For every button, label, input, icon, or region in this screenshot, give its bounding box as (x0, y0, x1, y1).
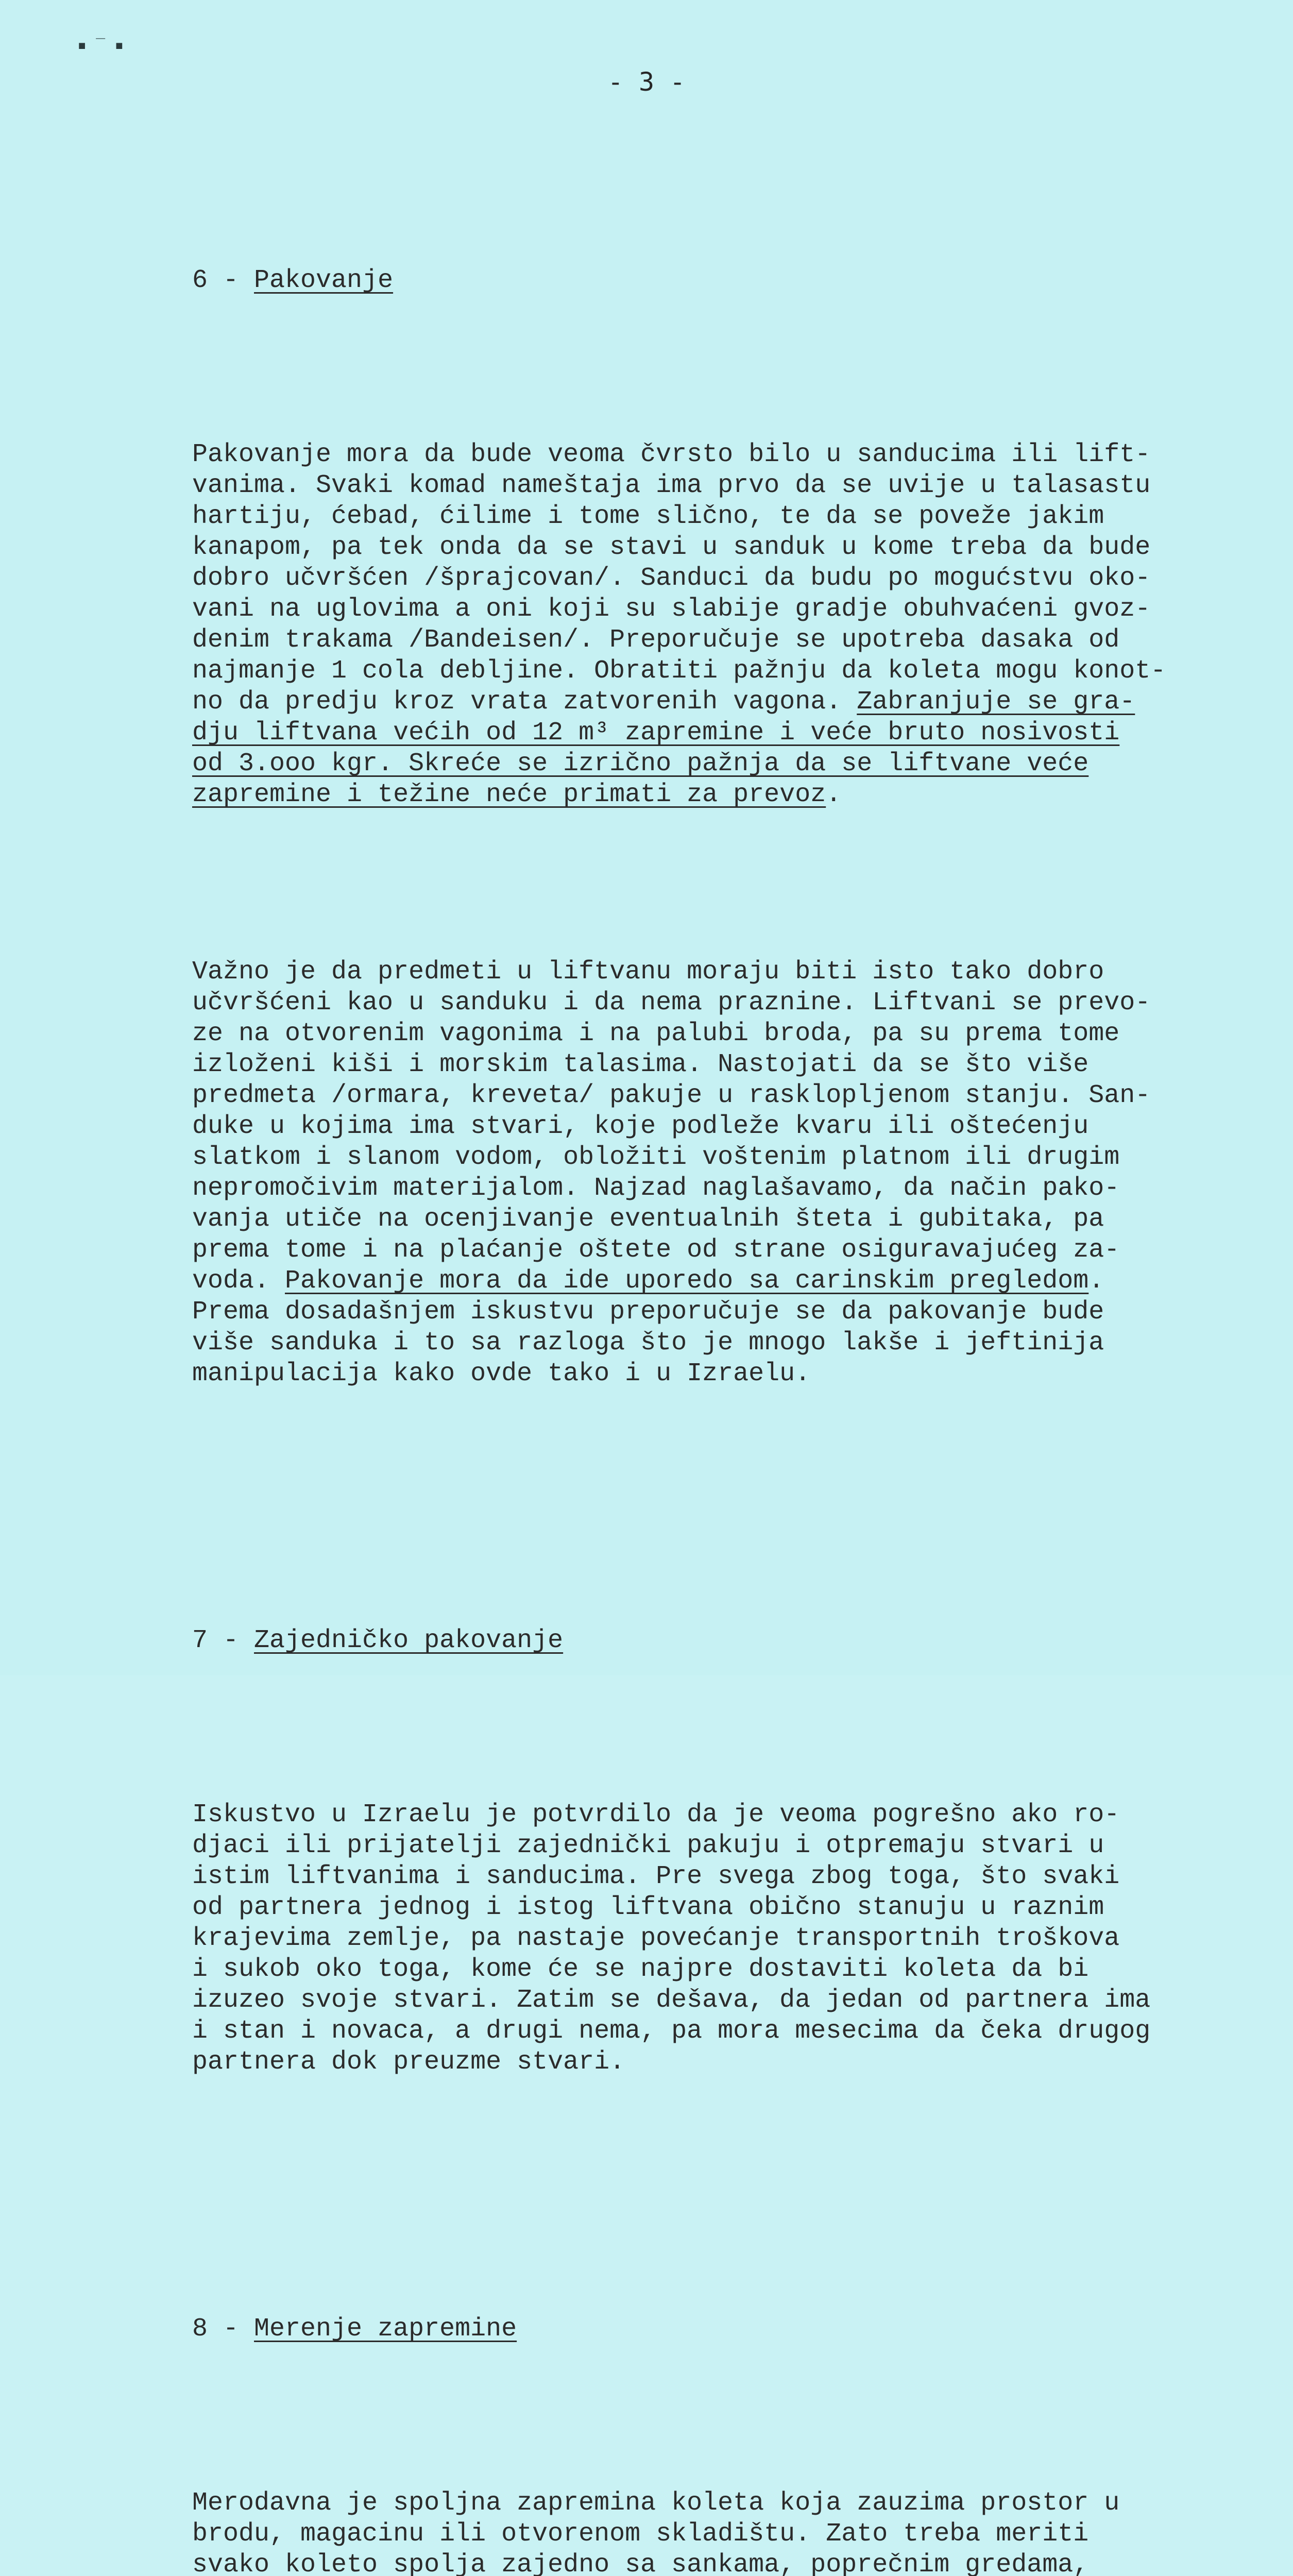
page-number: - 3 - (607, 67, 686, 97)
section-heading-7 (192, 1625, 1217, 1656)
text-line: no da predju kroz vrata zatvorenih vagona. (192, 687, 857, 717)
section-title: Pakovanje (254, 266, 394, 295)
section-title: Zajedničko pakovanje (254, 1626, 564, 1655)
text-line: Prema dosadašnjem iskustvu preporučuje se da pakovanje bude (192, 1297, 1104, 1327)
text-line: vani na uglovima a oni koji su slabije gradje obuhvaćeni gvoz- (192, 595, 1151, 624)
text-line: izuzeo svoje stvari. Zatim se dešava, da jedan od partnera ima (192, 1986, 1151, 2015)
section-number: 8 - (192, 2314, 254, 2344)
text-line: od partnera jednog i istog liftvana obično stanuju u raznim (192, 1893, 1104, 1922)
section-heading-6 (192, 265, 1217, 296)
text-line: više sanduka i to sa razloga što je mnogo lakše i jeftinija (192, 1328, 1104, 1358)
text-line: djaci ili prijatelji zajednički pakuju i otpremaju stvari u (192, 1831, 1104, 1860)
text-line: dobro učvršćen /šprajcovan/. Sanduci da budu po mogućstvu oko- (192, 564, 1151, 593)
text-line: brodu, magacinu ili otvorenom skladištu. Zato treba meriti (192, 2519, 1089, 2549)
text-line: učvršćeni kao u sanduku i da nema praznine. Liftvani se prevo- (192, 988, 1151, 1018)
underlined-text: zapremine i težine neće primati za prevoz (192, 780, 826, 809)
text-line: voda. (192, 1266, 285, 1296)
text-line: prema tome i na plaćanje oštete od strane osiguravajućeg za- (192, 1235, 1120, 1265)
text-line: kanapom, pa tek onda da se stavi u sanduk u kome treba da bude (192, 533, 1151, 562)
text-line: vanima. Svaki komad nameštaja ima prvo da se uvije u talasastu (192, 471, 1151, 500)
text-line: svako koleto spolja zajedno sa sankama, poprečnim gredama, (192, 2550, 1089, 2576)
text-line: nepromočivim materijalom. Najzad naglašavamo, da način pako- (192, 1174, 1120, 1203)
text-line: i sukob oko toga, kome će se najpre dostaviti koleta da bi (192, 1955, 1089, 1984)
text-line: denim trakama /Bandeisen/. Preporučuje se upotreba dasaka od (192, 625, 1120, 655)
text-line: partnera dok preuzme stvari. (192, 2047, 625, 2077)
text-line: hartiju, ćebad, ćilime i tome slično, te da se poveže jakim (192, 502, 1104, 531)
paragraph (192, 957, 1217, 1389)
section-number: 7 - (192, 1626, 254, 1655)
paragraph (192, 2488, 1217, 2576)
underlined-text: Pakovanje mora da ide uporedo sa carinskim pregledom (285, 1266, 1089, 1296)
section-title: Merenje zapremine (254, 2314, 517, 2344)
text-line: najmanje 1 cola debljine. Obratiti pažnju da koleta mogu konot- (192, 656, 1166, 686)
section-number: 6 - (192, 266, 254, 295)
text-line: Merodavna je spoljna zapremina koleta koja zauzima prostor u (192, 2488, 1120, 2518)
text-line: istim liftvanima i sanducima. Pre svega zbog toga, što svaki (192, 1862, 1120, 1891)
section-heading-8 (192, 2314, 1217, 2345)
text-line: ze na otvorenim vagonima i na palubi broda, pa su prema tome (192, 1019, 1120, 1048)
text-line: Važno je da predmeti u liftvanu moraju biti isto tako dobro (192, 957, 1104, 987)
paragraph (192, 1800, 1217, 2078)
text-end: . (1088, 1266, 1104, 1296)
underlined-text: Zabranjuje se gra- (857, 687, 1135, 717)
text-line: manipulacija kako ovde tako i u Izraelu. (192, 1359, 811, 1388)
text-end: . (826, 780, 842, 809)
text-line: Iskustvo u Izraelu je potvrdilo da je veoma pogrešno ako ro- (192, 1800, 1120, 1829)
text-line: Pakovanje mora da bude veoma čvrsto bilo u sanducima ili lift- (192, 440, 1151, 469)
paragraph (192, 439, 1217, 810)
underlined-text: dju liftvana većih od 12 m³ zapremine i veće bruto nosivosti (192, 718, 1120, 748)
text-line: izloženi kiši i morskim talasima. Nastojati da se što više (192, 1050, 1089, 1079)
underlined-text: od 3.ooo kgr. Skreće se izrično pažnja da se liftvane veće (192, 749, 1089, 778)
text-line: krajevima zemlje, pa nastaje povećanje transportnih troškova (192, 1924, 1120, 1953)
text-line: vanja utiče na ocenjivanje eventualnih šteta i gubitaka, pa (192, 1205, 1104, 1234)
document-body (192, 142, 1217, 2576)
text-line: slatkom i slanom vodom, obložiti voštenim platnom ili drugim (192, 1143, 1120, 1172)
text-line: predmeta /ormara, kreveta/ pakuje u rasklopljenom stanju. San- (192, 1081, 1151, 1110)
text-line: i stan i novaca, a drugi nema, pa mora mesecima da čeka drugog (192, 2016, 1151, 2046)
corner-marks: ▪ ‾ ▪ (77, 36, 124, 54)
text-line: duke u kojima ima stvari, koje podleže kvaru ili oštećenju (192, 1112, 1089, 1141)
